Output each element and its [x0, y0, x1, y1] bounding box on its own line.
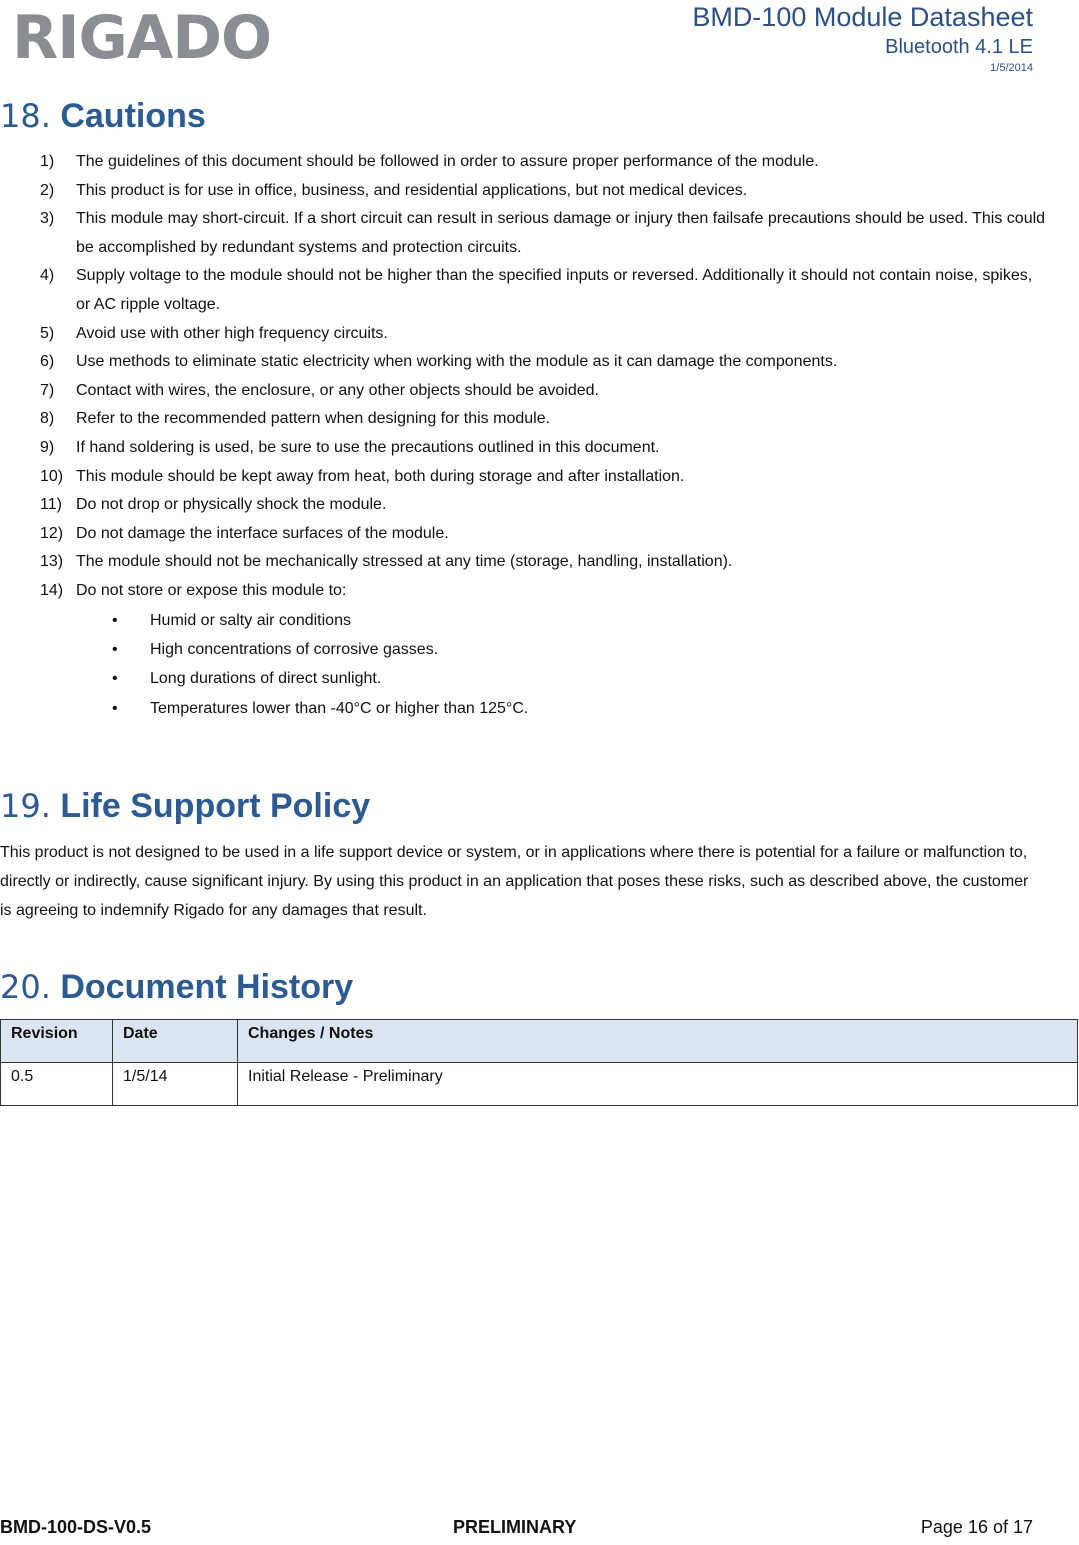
bullet-icon: • [112, 640, 118, 658]
item-text: The module should not be mechanically stressed at any time (storage, handling, installation). [76, 553, 733, 571]
bullet-icon: • [112, 699, 118, 717]
life-support-paragraph: This product is not designed to be used in a life support device or system, or in applications where there is potential for a failure or malfunction to, directly or indirectly, cause significant injury. By using this product in an application that poses these risks, such as described above, the customer is agreeing to indemnify Rigado for any damages that result. [0, 844, 1029, 919]
item-text: The guidelines of this document should be followed in order to assure proper performance of the module. [76, 153, 819, 170]
document-history-number: 20. [0, 968, 51, 1006]
header-subtitle: Bluetooth 4.1 LE [885, 36, 1033, 58]
footer-page-number: Page 16 of 17 [920, 1517, 1033, 1537]
item-text: This module should be kept away from heat, both during storage and after installation. [76, 467, 685, 485]
list-item [40, 520, 1050, 549]
list-item [40, 148, 1050, 177]
item-number: 8) [40, 410, 55, 428]
list-item [40, 177, 1050, 206]
list-item [40, 320, 1050, 349]
bullet-icon: • [112, 611, 118, 629]
bullet-text: High concentrations of corrosive gasses. [150, 640, 439, 658]
document-history-table [0, 1019, 1078, 1106]
bullet-text: Humid or salty air conditions [150, 611, 351, 629]
cell-changes: Initial Release - Preliminary [238, 1063, 1078, 1106]
list-item [40, 434, 1050, 463]
page-footer [0, 1517, 1079, 1543]
rigado-logo-mark [10, 0, 360, 70]
item-number: 10) [40, 467, 64, 485]
bullet-item [40, 606, 1050, 635]
bullet-text: Temperatures lower than -40°C or higher than 125°C. [150, 699, 529, 717]
cautions-title: Cautions [60, 97, 206, 135]
document-history-heading [0, 967, 353, 1007]
item-text: Do not damage the interface surfaces of the module. [76, 524, 449, 542]
list-item [40, 205, 1050, 262]
item-text: Refer to the recommended pattern when designing for this module. [76, 410, 551, 428]
header-date: 1/5/2014 [990, 62, 1033, 74]
list-item [40, 577, 1050, 606]
item-number: 2) [40, 181, 55, 199]
item-number: 1) [40, 153, 55, 170]
item-number: 5) [40, 324, 55, 342]
list-item [40, 491, 1050, 520]
list-item [40, 463, 1050, 492]
item-number: 9) [40, 438, 55, 456]
item-text: Do not store or expose this module to: [76, 581, 347, 599]
item-number: 7) [40, 381, 55, 399]
life-support-heading [0, 786, 370, 826]
cautions-heading [0, 96, 206, 136]
item-number: 4) [40, 267, 55, 285]
bullet-text: Long durations of direct sunlight. [150, 670, 382, 688]
footer-doc-id: BMD-100-DS-V0.5 [0, 1517, 152, 1537]
list-item [40, 548, 1050, 577]
item-text: Do not drop or physically shock the module. [76, 496, 387, 514]
table-row [1, 1063, 1078, 1106]
document-history-title: Document History [60, 968, 354, 1006]
cell-revision: 0.5 [1, 1063, 113, 1106]
document-header [692, 0, 1033, 76]
item-text: This module may short-circuit. If a short circuit can result in serious damage or injury then failsafe precautions should be used. This could be accomplished by redundant systems and protection circuits. [76, 210, 1046, 256]
cautions-number: 18. [0, 97, 51, 135]
item-number: 13) [40, 553, 64, 571]
list-item [40, 405, 1050, 434]
life-support-number: 19. [0, 787, 51, 825]
item-text: Avoid use with other high frequency circuits. [76, 324, 388, 342]
life-support-title: Life Support Policy [60, 787, 371, 825]
bullet-item [40, 635, 1050, 664]
item-text: This product is for use in office, business, and residential applications, but not medical devices. [76, 181, 748, 199]
header-title: BMD-100 Module Datasheet [692, 2, 1033, 32]
logo-text: RIGADO [12, 3, 272, 70]
item-number: 11) [40, 496, 62, 514]
item-text: If hand soldering is used, be sure to use the precautions outlined in this document. [76, 438, 660, 456]
column-header-changes: Changes / Notes [238, 1020, 1078, 1063]
table-header-row [1, 1020, 1078, 1063]
list-item [40, 262, 1050, 319]
column-header-date: Date [113, 1020, 238, 1063]
column-header-revision: Revision [1, 1020, 113, 1063]
item-text: Use methods to eliminate static electricity when working with the module as it can damage the components. [76, 353, 838, 371]
list-item [40, 377, 1050, 406]
footer-status: PRELIMINARY [453, 1517, 577, 1537]
item-number: 12) [40, 524, 64, 542]
bullet-icon: • [112, 670, 118, 688]
list-item [40, 348, 1050, 377]
item-text: Supply voltage to the module should not be higher than the specified inputs or reversed. Additionally it should not contain noise, spikes, or AC ripple voltage. [76, 267, 1033, 313]
rigado-logo [10, 0, 360, 70]
item-number: 3) [40, 210, 55, 228]
cell-date: 1/5/14 [113, 1063, 238, 1106]
exposure-bullet-list [40, 606, 1050, 724]
item-number: 14) [40, 581, 64, 599]
item-number: 6) [40, 353, 55, 371]
bullet-item [40, 664, 1050, 693]
cautions-list [40, 148, 1050, 723]
item-text: Contact with wires, the enclosure, or any other objects should be avoided. [76, 381, 599, 399]
bullet-item [40, 694, 1050, 723]
